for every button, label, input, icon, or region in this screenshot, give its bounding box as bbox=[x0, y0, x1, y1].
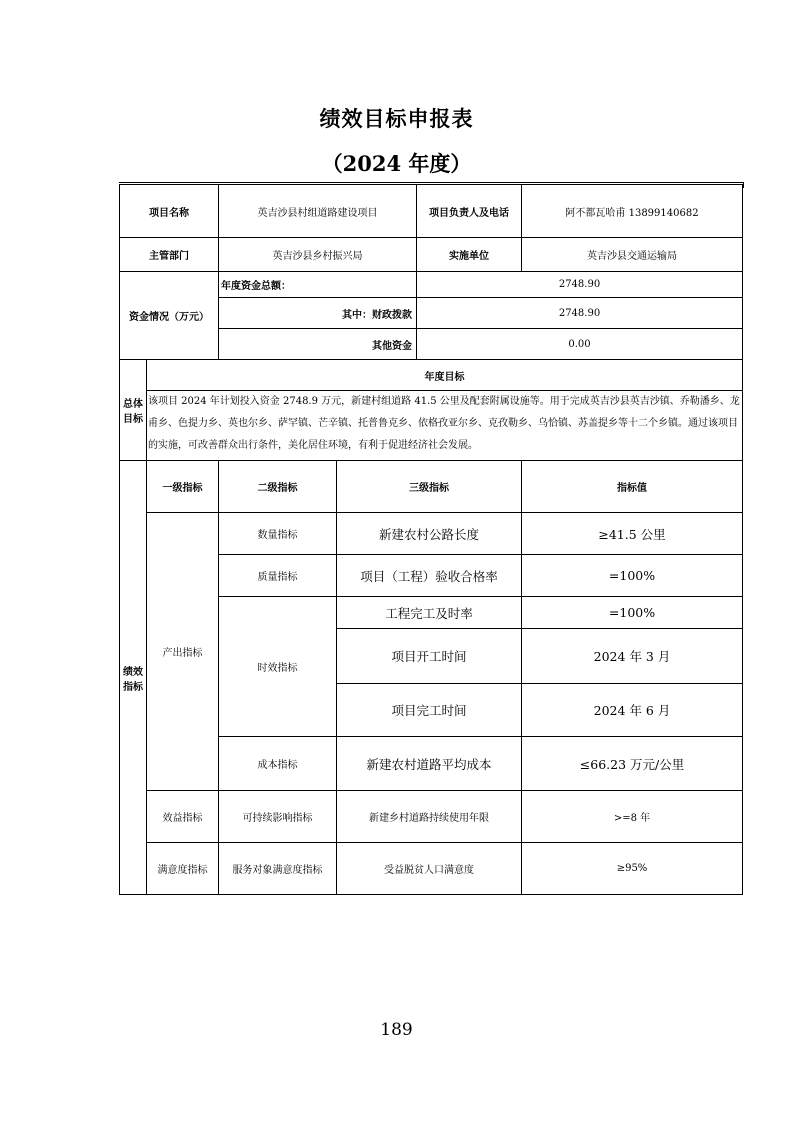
indicator-header-row bbox=[120, 461, 743, 513]
project-row bbox=[120, 185, 743, 238]
funds-total-label: 年度资金总额： bbox=[219, 272, 417, 298]
indicator-side-label-1: 绩效 bbox=[123, 666, 143, 678]
sustain-value: >=8 年 bbox=[522, 791, 743, 843]
header-level3: 三级指标 bbox=[337, 461, 522, 513]
header-value: 指标值 bbox=[522, 461, 743, 513]
satisfaction-row bbox=[120, 843, 743, 895]
time-item-2: 项目开工时间 bbox=[337, 629, 522, 684]
project-name-label: 项目名称 bbox=[120, 185, 219, 238]
goal-side-label-1: 总体 bbox=[123, 399, 143, 410]
performance-table bbox=[119, 184, 743, 895]
time-value-3: 2024 年 6 月 bbox=[522, 684, 743, 737]
goal-header: 年度目标 bbox=[147, 360, 743, 391]
indicator-side-label bbox=[120, 461, 147, 895]
service-label: 服务对象满意度指标 bbox=[219, 843, 337, 895]
cost-value: ≤66.23 万元/公里 bbox=[522, 737, 743, 791]
goal-header-row bbox=[120, 360, 743, 391]
quantity-value: ≥41.5 公里 bbox=[522, 513, 743, 555]
dept-value: 英吉沙县乡村振兴局 bbox=[219, 238, 417, 272]
time-item-1: 工程完工及时率 bbox=[337, 597, 522, 629]
form-year: （2024 年度） bbox=[321, 151, 472, 176]
benefit-row bbox=[120, 791, 743, 843]
top-rule-tick bbox=[743, 182, 744, 188]
goal-side-label bbox=[120, 360, 147, 461]
project-name-value: 英吉沙县村组道路建设项目 bbox=[219, 185, 417, 238]
quantity-row bbox=[120, 513, 743, 555]
funds-other-value: 0.00 bbox=[417, 329, 743, 360]
timeliness-label: 时效指标 bbox=[219, 597, 337, 737]
unit-label: 实施单位 bbox=[417, 238, 522, 272]
time-value-1: =100% bbox=[522, 597, 743, 629]
dept-label: 主管部门 bbox=[120, 238, 219, 272]
contact-value: 阿不都瓦哈甫 13899140682 bbox=[522, 185, 743, 238]
benefit-label: 效益指标 bbox=[147, 791, 219, 843]
goal-text: 该项目 2024 年计划投入资金 2748.9 万元，新建村组道路 41.5 公里及配套附属设施等。用于完成英吉沙县英吉沙镇、乔勒潘乡、龙甫乡、色提力乡、英也尔乡、萨罕镇、芒辛镇、托普鲁克乡、依格孜亚尔乡、克孜勒乡、乌恰镇、苏盖提乡等十二个乡镇。通过该项目的实施，可改善群众出行条件，美化居住环境，有利于促进经济社会发展。 bbox=[147, 391, 743, 461]
sustain-label: 可持续影响指标 bbox=[219, 791, 337, 843]
cost-item: 新建农村道路平均成本 bbox=[337, 737, 522, 791]
goal-text-row bbox=[120, 391, 743, 461]
quantity-item: 新建农村公路长度 bbox=[337, 513, 522, 555]
funds-fiscal-value: 2748.90 bbox=[417, 298, 743, 329]
quality-item: 项目（工程）验收合格率 bbox=[337, 555, 522, 597]
header-level1: 一级指标 bbox=[147, 461, 219, 513]
unit-value: 英吉沙县交通运输局 bbox=[522, 238, 743, 272]
indicator-side-label-2: 指标 bbox=[123, 681, 143, 693]
funds-fiscal-label: 其中：财政拨款 bbox=[219, 298, 417, 329]
header-level2: 二级指标 bbox=[219, 461, 337, 513]
quality-value: =100% bbox=[522, 555, 743, 597]
form-title: 绩效目标申报表 bbox=[319, 106, 474, 131]
quality-label: 质量指标 bbox=[219, 555, 337, 597]
output-label: 产出指标 bbox=[147, 513, 219, 791]
top-rule bbox=[119, 182, 743, 183]
quantity-label: 数量指标 bbox=[219, 513, 337, 555]
funds-other-label: 其他资金 bbox=[219, 329, 417, 360]
page-number: 189 bbox=[380, 1020, 413, 1040]
satisfaction-label: 满意度指标 bbox=[147, 843, 219, 895]
time-item-3: 项目完工时间 bbox=[337, 684, 522, 737]
funds-total-value: 2748.90 bbox=[417, 272, 743, 298]
funds-total-row bbox=[120, 272, 743, 298]
service-value: ≥95% bbox=[522, 843, 743, 895]
service-item: 受益脱贫人口满意度 bbox=[337, 843, 522, 895]
goal-side-label-2: 目标 bbox=[123, 414, 143, 425]
dept-row bbox=[120, 238, 743, 272]
sustain-item: 新建乡村道路持续使用年限 bbox=[337, 791, 522, 843]
funds-label: 资金情况（万元） bbox=[120, 272, 219, 360]
time-value-2: 2024 年 3 月 bbox=[522, 629, 743, 684]
contact-label: 项目负责人及电话 bbox=[417, 185, 522, 238]
cost-label: 成本指标 bbox=[219, 737, 337, 791]
